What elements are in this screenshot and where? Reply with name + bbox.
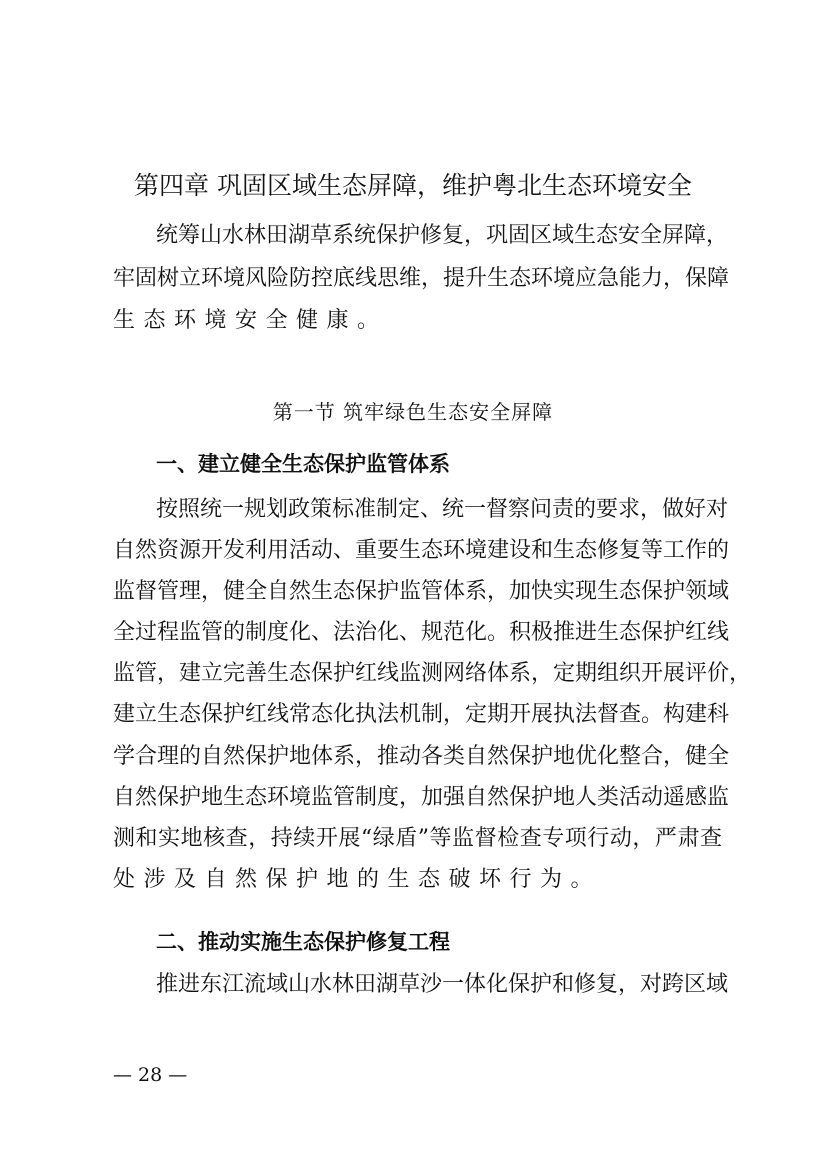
para-line: 处涉及自然保护地的生态破坏行为。	[113, 867, 602, 892]
intro-line: 统筹山水林田湖草系统保护修复，巩固区域生态安全屏障，	[156, 223, 729, 248]
para-line: 监管，建立完善生态保护红线监测网络体系，定期组织开展评价，	[113, 661, 752, 686]
para-line: 学合理的自然保护地体系，推动各类自然保护地优化整合，健全	[113, 744, 730, 769]
intro-line: 生态环境安全健康。	[113, 308, 388, 333]
para-line: 测和实地核查，持续开展“绿盾”等监督检查专项行动，严肃查	[113, 826, 722, 851]
chapter-title: 第四章 巩固区域生态屏障，维护粤北生态环境安全	[134, 171, 692, 200]
para-line: 监督管理，健全自然生态保护监管体系，加快实现生态保护领域	[113, 579, 730, 604]
heading-2: 二、推动实施生态保护修复工程	[156, 930, 450, 954]
para-line: 自然资源开发利用活动、重要生态环境建设和生态修复等工作的	[113, 538, 730, 563]
intro-line: 牢固树立环境风险防控底线思维，提升生态环境应急能力，保障	[113, 266, 730, 291]
section-title: 第一节 筑牢绿色生态安全屏障	[272, 400, 554, 424]
page-number: — 28 —	[113, 1064, 188, 1086]
para-line: 建立生态保护红线常态化执法机制，定期开展执法督查。构建科	[113, 702, 730, 727]
heading-1: 一、建立健全生态保护监管体系	[156, 452, 450, 476]
para-line: 全过程监管的制度化、法治化、规范化。积极推进生态保护红线	[113, 620, 730, 645]
para-line: 按照统一规划政策标准制定、统一督察问责的要求，做好对	[156, 497, 729, 522]
para-line: 推进东江流域山水林田湖草沙一体化保护和修复，对跨区域	[156, 972, 729, 997]
para-line: 自然保护地生态环境监管制度，加强自然保护地人类活动遥感监	[113, 785, 730, 810]
